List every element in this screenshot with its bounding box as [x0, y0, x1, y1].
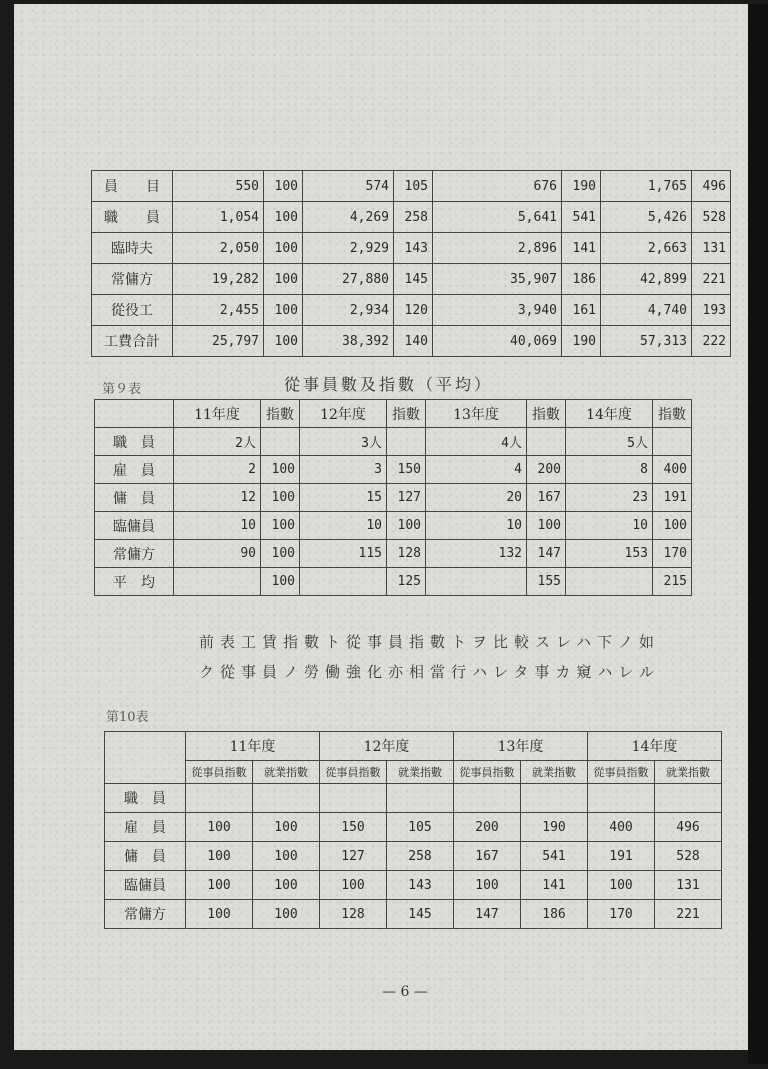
table-cell: 100 [264, 171, 303, 202]
table-cell: 25,797 [173, 326, 264, 357]
table-cell: 153 [566, 540, 653, 568]
table-cell [320, 784, 387, 813]
table-cell: 528 [655, 842, 722, 871]
table-row [95, 484, 692, 512]
table-cell: 3,940 [433, 295, 562, 326]
table-cell: 15 [300, 484, 387, 512]
table-cell [300, 568, 387, 596]
table-cell: 167 [527, 484, 566, 512]
table-cell: 2,050 [173, 233, 264, 264]
table-cell: 100 [588, 871, 655, 900]
table-cell: 4人 [426, 428, 527, 456]
table-cell: 155 [527, 568, 566, 596]
table-row [95, 512, 692, 540]
table-row [92, 171, 731, 202]
table-cell: 4 [426, 456, 527, 484]
table-cell [521, 784, 588, 813]
table-cell [387, 784, 454, 813]
table-cell: 100 [264, 295, 303, 326]
table-cell: 2,663 [601, 233, 692, 264]
row-label: 臨傭員 [95, 512, 174, 540]
table-cell: 191 [588, 842, 655, 871]
table-cell: 496 [692, 171, 731, 202]
row-label: 常傭方 [92, 264, 173, 295]
table-cell: 38,392 [303, 326, 394, 357]
sub-header: 從事員指數 [186, 761, 253, 784]
table-row [92, 233, 731, 264]
row-label: 職 員 [92, 202, 173, 233]
header-blank [105, 732, 186, 784]
table-cell [655, 784, 722, 813]
table-cell: 105 [394, 171, 433, 202]
table-cell: 1,054 [173, 202, 264, 233]
page-edge-shadow [748, 4, 768, 1064]
table-cell: 100 [186, 842, 253, 871]
year-header: 14年度 [588, 732, 722, 761]
year-header: 13年度 [426, 400, 527, 428]
table-cell: 100 [454, 871, 521, 900]
row-label: 職 員 [95, 428, 174, 456]
table-cell: 100 [186, 871, 253, 900]
sub-header: 就業指數 [655, 761, 722, 784]
row-label: 工費合計 [92, 326, 173, 357]
table-cell: 42,899 [601, 264, 692, 295]
table-cell: 4,740 [601, 295, 692, 326]
table-row [92, 264, 731, 295]
sub-header: 從事員指數 [454, 761, 521, 784]
table-row [95, 456, 692, 484]
table-cell: 1,765 [601, 171, 692, 202]
table-cell: 141 [521, 871, 588, 900]
year-header: 13年度 [454, 732, 588, 761]
table-cell: 140 [394, 326, 433, 357]
row-label: 職 員 [105, 784, 186, 813]
row-label: 傭 員 [105, 842, 186, 871]
wage-index-table [91, 170, 731, 357]
table-row [105, 871, 722, 900]
table-cell: 400 [588, 813, 655, 842]
table-cell: 100 [253, 900, 320, 929]
header-row [105, 732, 722, 761]
table-cell: 222 [692, 326, 731, 357]
table-cell: 100 [527, 512, 566, 540]
table-cell: 4,269 [303, 202, 394, 233]
table-cell [261, 428, 300, 456]
table-cell [653, 428, 692, 456]
table-cell: 125 [387, 568, 426, 596]
table-cell: 150 [387, 456, 426, 484]
table-row [95, 540, 692, 568]
table-cell: 100 [261, 568, 300, 596]
table-cell [253, 784, 320, 813]
table-cell: 496 [655, 813, 722, 842]
table-cell: 550 [173, 171, 264, 202]
table-cell: 147 [454, 900, 521, 929]
table-cell: 215 [653, 568, 692, 596]
table-cell: 143 [394, 233, 433, 264]
table-cell: 27,880 [303, 264, 394, 295]
index-header: 指數 [527, 400, 566, 428]
table-cell: 132 [426, 540, 527, 568]
table-cell: 5,641 [433, 202, 562, 233]
page-number: — 6 — [382, 984, 428, 1000]
table-cell: 2 [174, 456, 261, 484]
table-cell: 221 [655, 900, 722, 929]
table-cell: 127 [387, 484, 426, 512]
table-cell: 57,313 [601, 326, 692, 357]
table-cell: 100 [261, 456, 300, 484]
row-label: 雇 員 [95, 456, 174, 484]
table-cell: 150 [320, 813, 387, 842]
table-cell: 5人 [566, 428, 653, 456]
sub-header: 就業指數 [521, 761, 588, 784]
table-cell: 145 [394, 264, 433, 295]
table-cell: 141 [562, 233, 601, 264]
index-header: 指數 [387, 400, 426, 428]
document-page [14, 4, 756, 1050]
table-cell: 100 [320, 871, 387, 900]
table-cell: 35,907 [433, 264, 562, 295]
table-cell: 100 [186, 900, 253, 929]
table-row [105, 813, 722, 842]
sub-header: 就業指數 [253, 761, 320, 784]
table-cell: 128 [387, 540, 426, 568]
table-cell: 2人 [174, 428, 261, 456]
table-cell: 2,455 [173, 295, 264, 326]
table-cell: 12 [174, 484, 261, 512]
table-cell: 574 [303, 171, 394, 202]
table-cell: 105 [387, 813, 454, 842]
table-cell: 128 [320, 900, 387, 929]
table-cell: 400 [653, 456, 692, 484]
sub-header: 從事員指數 [320, 761, 387, 784]
table-cell: 10 [566, 512, 653, 540]
table-cell [186, 784, 253, 813]
table10-label: 第10表 [106, 710, 149, 725]
table-cell [566, 568, 653, 596]
table-cell: 170 [588, 900, 655, 929]
table-cell: 100 [261, 540, 300, 568]
table-cell: 10 [426, 512, 527, 540]
table-cell: 100 [264, 264, 303, 295]
sub-header: 從事員指數 [588, 761, 655, 784]
prose-line-1: 前表工賃指數ト從事員指數トヲ比較スレハ下ノ如 [199, 633, 660, 651]
table-cell: 167 [454, 842, 521, 871]
row-label: 常傭方 [95, 540, 174, 568]
table-cell: 186 [562, 264, 601, 295]
table-cell: 2,934 [303, 295, 394, 326]
year-header: 12年度 [300, 400, 387, 428]
table-cell: 100 [186, 813, 253, 842]
table-cell [387, 428, 426, 456]
row-label: 臨時夫 [92, 233, 173, 264]
table-cell: 541 [521, 842, 588, 871]
row-label: 雇 員 [105, 813, 186, 842]
table-cell: 100 [387, 512, 426, 540]
staff-count-table [94, 399, 692, 596]
table9-label: 第９表 [102, 382, 142, 397]
table-cell: 541 [562, 202, 601, 233]
table-cell: 143 [387, 871, 454, 900]
table-cell: 100 [253, 813, 320, 842]
table-cell: 20 [426, 484, 527, 512]
table-cell: 200 [527, 456, 566, 484]
table-cell: 100 [264, 326, 303, 357]
table-cell: 100 [264, 233, 303, 264]
table-cell: 131 [692, 233, 731, 264]
table-row [105, 842, 722, 871]
row-label: 從役工 [92, 295, 173, 326]
table-cell: 161 [562, 295, 601, 326]
table-cell: 100 [261, 512, 300, 540]
table-row [92, 295, 731, 326]
table-cell: 3 [300, 456, 387, 484]
table-cell: 258 [387, 842, 454, 871]
table-cell [454, 784, 521, 813]
table-cell: 100 [261, 484, 300, 512]
table-cell: 100 [253, 842, 320, 871]
row-label: 傭 員 [95, 484, 174, 512]
table-cell: 100 [253, 871, 320, 900]
table-cell: 193 [692, 295, 731, 326]
index-header: 指數 [653, 400, 692, 428]
table-cell: 10 [174, 512, 261, 540]
table-cell [588, 784, 655, 813]
table-cell: 191 [653, 484, 692, 512]
row-label: 臨傭員 [105, 871, 186, 900]
table-row [105, 784, 722, 813]
table-cell: 19,282 [173, 264, 264, 295]
table-row [105, 900, 722, 929]
table-cell: 2,896 [433, 233, 562, 264]
subheader-row [105, 761, 722, 784]
table-cell: 10 [300, 512, 387, 540]
table-cell: 90 [174, 540, 261, 568]
table-cell: 100 [653, 512, 692, 540]
row-label: 常傭方 [105, 900, 186, 929]
table-cell: 23 [566, 484, 653, 512]
table-cell: 676 [433, 171, 562, 202]
index-header: 指數 [261, 400, 300, 428]
table-cell: 258 [394, 202, 433, 233]
row-label: 員 目 [92, 171, 173, 202]
table-cell: 115 [300, 540, 387, 568]
table-cell: 200 [454, 813, 521, 842]
table-cell: 147 [527, 540, 566, 568]
year-header: 14年度 [566, 400, 653, 428]
table-row [95, 428, 692, 456]
table-cell [174, 568, 261, 596]
table-cell: 100 [264, 202, 303, 233]
table-cell: 120 [394, 295, 433, 326]
row-label: 平 均 [95, 568, 174, 596]
sub-header: 就業指數 [387, 761, 454, 784]
table-cell: 221 [692, 264, 731, 295]
table-cell: 127 [320, 842, 387, 871]
year-header: 12年度 [320, 732, 454, 761]
index-comparison-table [104, 731, 722, 929]
table-cell: 5,426 [601, 202, 692, 233]
table-cell: 528 [692, 202, 731, 233]
table-cell: 40,069 [433, 326, 562, 357]
table-row [92, 326, 731, 357]
table-cell [527, 428, 566, 456]
table-cell: 2,929 [303, 233, 394, 264]
year-header: 11年度 [186, 732, 320, 761]
table-cell: 145 [387, 900, 454, 929]
table-cell: 131 [655, 871, 722, 900]
header-row [95, 400, 692, 428]
table-cell: 190 [521, 813, 588, 842]
table-cell [426, 568, 527, 596]
table-cell: 170 [653, 540, 692, 568]
year-header: 11年度 [174, 400, 261, 428]
table-cell: 190 [562, 171, 601, 202]
table-row [95, 568, 692, 596]
table-cell: 186 [521, 900, 588, 929]
table-cell: 190 [562, 326, 601, 357]
table-cell: 3人 [300, 428, 387, 456]
table-row [92, 202, 731, 233]
header-blank [95, 400, 174, 428]
table-cell: 8 [566, 456, 653, 484]
table9-title: 從事員數及指數（平均） [284, 375, 494, 394]
prose-line-2: ク從事員ノ勞働強化亦相當行ハレタ事カ窺ハレル [199, 663, 661, 681]
